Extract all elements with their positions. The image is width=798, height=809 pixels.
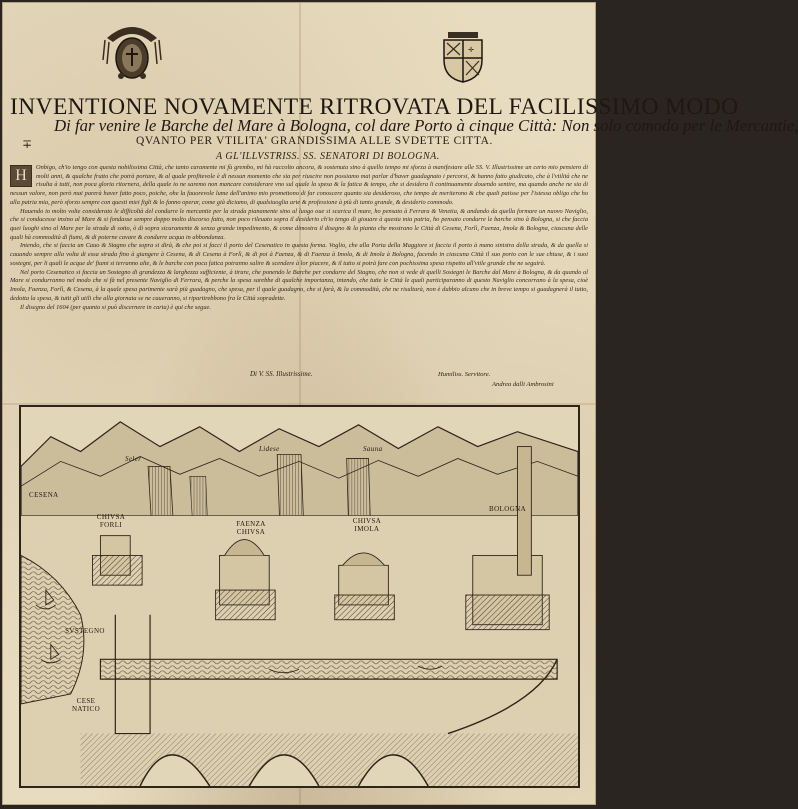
dedication-line: A GL'ILLVSTRISS. SS. SENATORI DI BOLOGNA. — [216, 151, 440, 162]
printer-mark: ∓ — [22, 137, 33, 151]
label-cesenatico: CESE NATICO — [71, 697, 101, 713]
drop-cap: H — [10, 165, 32, 187]
canal-map-woodcut — [19, 405, 580, 788]
label-sostegno: SVSTEGNO — [65, 627, 105, 635]
paragraph-5: Il disegno del 1604 (per quanto si può discernere in carta) è qui che segue. — [20, 303, 211, 311]
main-title: INVENTIONE NOVAMENTE RITROVATA DEL FACILISSIMO MODO — [10, 94, 739, 120]
cardinal-coat-of-arms-icon — [101, 20, 163, 82]
bologna-coat-of-arms-icon — [438, 30, 488, 84]
paragraph-1: Onbigo, ch'io tengo con questa nobilissima Città, che tanto caramente mi fù grembo, mi hà raccolto ancora, & sostenuta sino à quello tempo mi sforza à manifestare alle SS. V. Illustrissime un certo mio pensiero di molti anni, & qualche frutto che potrà portare, & al quale profitevole è di nessun momento che sia per riuscire non possiamo mai parlar d'haver guadagnato i percorsi, & hanno fatto giudicato, che à l'vtilità che ne risulta à tutti, non poca gloria ritornera, della quale io ne saremo non mancare considerare vno sul quale la spesa & la fatica & tempo, che si desidera li continuamente douendo sentire, ma quando anche ne sia di nessun valore, non però mai parerà haver fatto poco, poiche, ohe la fauorevole lume dell'animo mio promettono di far conoscere quanto sia desideroso, che tempo de meriterono & che quali patisse per l'istessa obligo che ho alla patria mia, però sforzo sempre con questi miei figli & lo fanno operar, come già diciamo, di qualsiuoglia arte & professione à più di tanto grande, & desiderio commodo. — [10, 164, 588, 206]
label-cesena: CESENA — [29, 491, 59, 499]
map-illustration — [21, 407, 578, 786]
label-river-seler: Seler — [125, 455, 142, 463]
svg-text:✛: ✛ — [468, 46, 474, 54]
label-forli: CHIVSA FORLI — [96, 513, 126, 529]
paragraph-2: Hauendo io molto volte considerato le difficoltà del condurre le mercantie per la strada pianamente sino al luogo oue si scarica il mare, ho pensato à Ferrara & Venetia, & andando da quella formare un nuovo Naviglio, che si conducesse insino al Mare & si fondasse sempre doppo molto discorso fatto, non poco rileuato sopra il desiderio ch'io tengo di giouare à questa mia patria, ho pensato condurre le barche sino à Bologna, si che faccia quei luoghi sino al Mare per la strada di sotto, ò di sopra sicuramente & senza grande impedimento, & come dimostra il disegno & la pianta che mostrano le Città di Cesena, Forlì, Faenza, Imola & Bologna, ciascuna delle quali hà commodità di fiumi, & di poterne cavare & condurre acqua in abbondanza. — [10, 207, 588, 241]
paragraph-3: Intendo, che si faccia un Cauo & Stagno che sopra si dirà, & che poi si facci il porto del Cesenatico in questa forma. Voglio, che alla Porta della Maggiore si faccia il porto à mano sinistra della strada, & da quella si cauando sempre alla volta di essa strada fino à giungere à Cesena, & di Cesena à Forlì, & di poi à Faenza, & di Faenza à Imola, & di Imola à Bologna, facendo in ciascuna Città il suo porto con le sue chiuse, & i suoi sostegni, per li quali le acque de' fiumi si terranno alte, & le barche con poca fatica potranno salire & scendere à lor piacere, & il tutto si potrà fare con pochissima spesa rispetto all'vtile grande che ne seguirà. — [10, 242, 588, 267]
signature-servant: Humiliss. Servitore. — [438, 371, 491, 378]
label-river-sauna: Sauna — [363, 445, 383, 453]
label-river-lidese: Lidese — [259, 445, 280, 453]
closing-salutation: Di V. SS. Illustrissime. — [250, 370, 313, 378]
label-faenza: FAENZA CHIVSA — [236, 520, 266, 536]
label-imola: CHIVSA IMOLA — [352, 517, 382, 533]
paragraph-4: Nel porto Cesenatico si faccia un Sostegno di grandezza & larghezza sufficiente, à tirare, che ponendo le Barche per condurre del Stagno, che non si vede di quelli Sostegni le Barche dal Mare à Bologna, & da quando al Mare si condurranno nel modo che si fà nel presente Naviglio di Ferrara, & perche la spesa sarebbe di qualche importanza, intendo, che tutte le Città le quali participaranno di questo Naviglio concorrano à la spesa, cioè Imola, Faenza, Forlì, & Cesena, à la quale spesa parimente sarà più guadagno, che spesa, per il quale guadagno, che si farà, & la commodità, che ne risultarà, non è dubbio alcuno che in breve tempo si guadagnerà il tutto, dedotta la spesa, & tutti gli utili che alla giornata se ne caueranno, si ripartirebbono fra le Città sopradette. — [10, 268, 588, 302]
body-text — [10, 164, 588, 368]
label-bologna: BOLOGNA — [489, 505, 527, 513]
signature-name: Andrea dalli Ambrosini — [492, 381, 554, 388]
subtitle: Di far venire le Barche del Mare à Bologna, col dare Porto à cinque Città: Non solo comodo per le Mercantie, — [54, 116, 798, 135]
subtitle-utility: QVANTO PER VTILITA' GRANDISSIMA ALLE SVDETTE CITTA. — [136, 135, 493, 147]
